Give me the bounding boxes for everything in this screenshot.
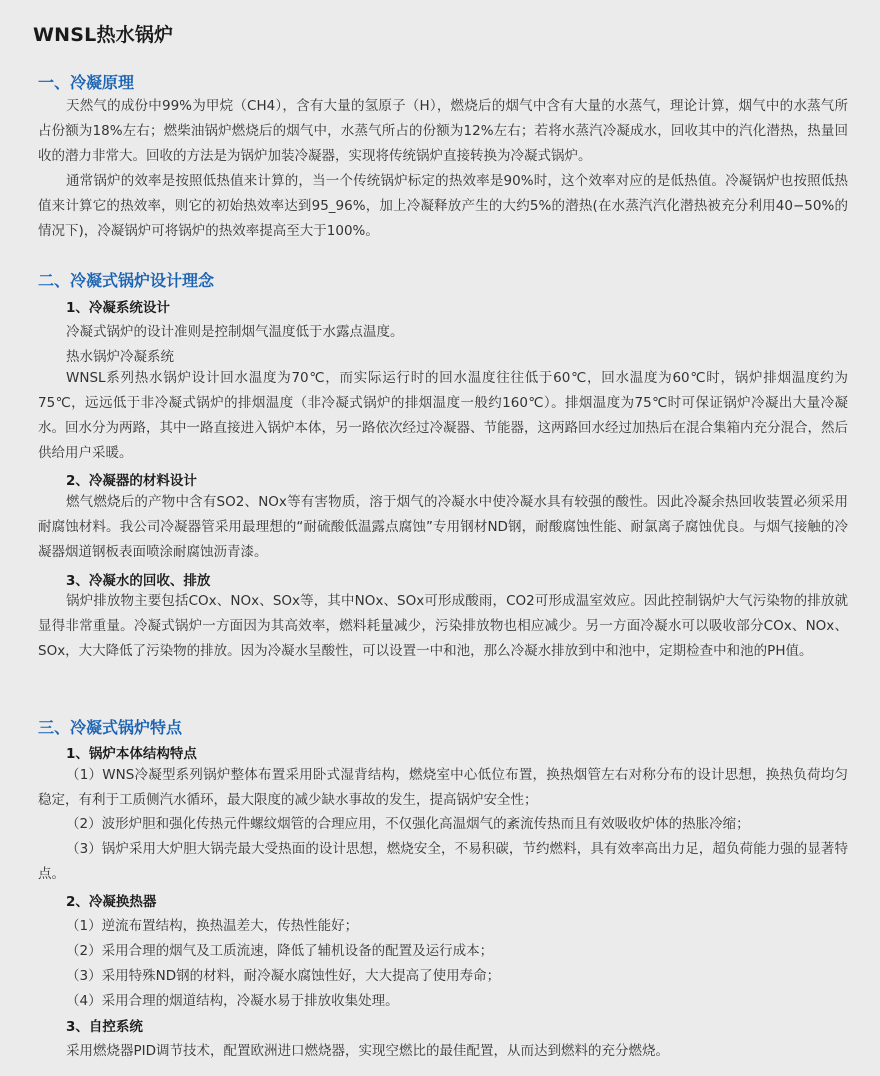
subheading-auto-control: 3、自控系统 [66,1019,143,1035]
structure-point-1: （1）WNS冷凝型系列锅炉整体布置采用卧式湿背结构，燃烧室中心低位布置，换热烟管左右对称分布的设计思想，换热负荷均匀稳定，有利于工质侧汽水循环，最大限度的减少缺水事故的发生，提高锅炉安全性； [38,767,848,808]
subheading-condensate-discharge: 3、冷凝水的回收、排放 [66,573,211,589]
exchanger-point-3: （3）采用特殊ND钢的材料，耐冷凝水腐蚀性好，大大提高了使用寿命； [66,968,501,984]
exchanger-point-1: （1）逆流布置结构，换热温差大，传热性能好； [66,918,359,934]
subheading-condensing-system: 1、冷凝系统设计 [66,300,170,316]
subheading-boiler-structure: 1、锅炉本体结构特点 [66,746,197,762]
section-heading-features: 三、冷凝式锅炉特点 [38,718,183,737]
subheading-material-design: 2、冷凝器的材料设计 [66,473,197,489]
page-title: WNSL热水锅炉 [33,24,174,46]
design-principle-line: 冷凝式锅炉的设计准则是控制烟气温度低于水露点温度。 [66,324,404,340]
section-heading-design: 二、冷凝式锅炉设计理念 [38,271,215,290]
section-heading-principle: 一、冷凝原理 [38,73,135,92]
structure-point-3: （3）锅炉采用大炉胆大锅壳最大受热面的设计思想，燃烧安全，不易积碳，节约燃料，具有效率高出力足，超负荷能力强的显著特点。 [38,841,848,882]
material-paragraph: 燃气燃烧后的产物中含有SO2、NOx等有害物质，溶于烟气的冷凝水中使冷凝水具有较强的酸性。因此冷凝余热回收装置必须采用耐腐蚀材料。我公司冷凝器管采用最理想的“耐硫酸低温露点腐蚀”专用钢材ND钢，耐酸腐蚀性能、耐氯离子腐蚀优良。与烟气接触的冷凝器烟道钢板表面喷涂耐腐蚀沥青漆。 [38,494,848,560]
subheading-heat-exchanger: 2、冷凝换热器 [66,894,157,910]
auto-control-line: 采用燃烧器PID调节技术，配置欧洲进口燃烧器，实现空燃比的最佳配置，从而达到燃料的充分燃烧。 [66,1043,670,1059]
exchanger-point-2: （2）采用合理的烟气及工质流速，降低了辅机设备的配置及运行成本； [66,943,494,959]
system-name-line: 热水锅炉冷凝系统 [66,349,174,365]
principle-paragraph-1: 天然气的成份中99%为甲烷（CH4），含有大量的氢原子（H），燃烧后的烟气中含有大量的水蒸气，理论计算，烟气中的水蒸气所占份额为18%左右；燃柴油锅炉燃烧后的烟气中，水蒸气所占的份额为12%左右；若将水蒸汽冷凝成水，回收其中的汽化潜热，热量回收的潜力非常大。回收的方法是为锅炉加装冷凝器，实现将传统锅炉直接转换为冷凝式锅炉。 [38,98,848,164]
exchanger-point-4: （4）采用合理的烟道结构，冷凝水易于排放收集处理。 [66,993,399,1009]
structure-point-2: （2）波形炉胆和强化传热元件螺纹烟管的合理应用，不仅强化高温烟气的紊流传热而且有效吸收炉体的热胀冷缩； [66,816,750,832]
condensate-paragraph: 锅炉排放物主要包括COx、NOx、SOx等，其中NOx、SOx可形成酸雨，CO2可形成温室效应。因此控制锅炉大气污染物的排放就显得非常重量。冷凝式锅炉一方面因为其高效率，燃料耗量减少，污染排放物也相应减少。另一方面冷凝水可以吸收部分COx、NOx、SOx，大大降低了污染物的排放。因为冷凝水呈酸性，可以设置一中和池，那么冷凝水排放到中和池中，定期检查中和池的PH值。 [38,593,848,659]
system-paragraph: WNSL系列热水锅炉设计回水温度为70℃，而实际运行时的回水温度往往低于60℃，回水温度为60℃时，锅炉排烟温度约为75℃，远远低于非冷凝式锅炉的排烟温度（非冷凝式锅炉的排烟温度一般约160℃）。排烟温度为75℃时可保证锅炉冷凝出大量冷凝水。回水分为两路，其中一路直接进入锅炉本体，另一路依次经过冷凝器、节能器，这两路回水经过加热后在混合集箱内充分混合，然后供给用户采暖。 [38,370,848,461]
principle-paragraph-2: 通常锅炉的效率是按照低热值来计算的，当一个传统锅炉标定的热效率是90%时，这个效率对应的是低热值。冷凝锅炉也按照低热值来计算它的热效率，则它的初始热效率达到95_96%，加上冷凝释放产生的大约5%的潜热(在水蒸汽汽化潜热被充分利用40−50%的情况下)，冷凝锅炉可将锅炉的热效率提高至大于100%。 [38,173,848,239]
